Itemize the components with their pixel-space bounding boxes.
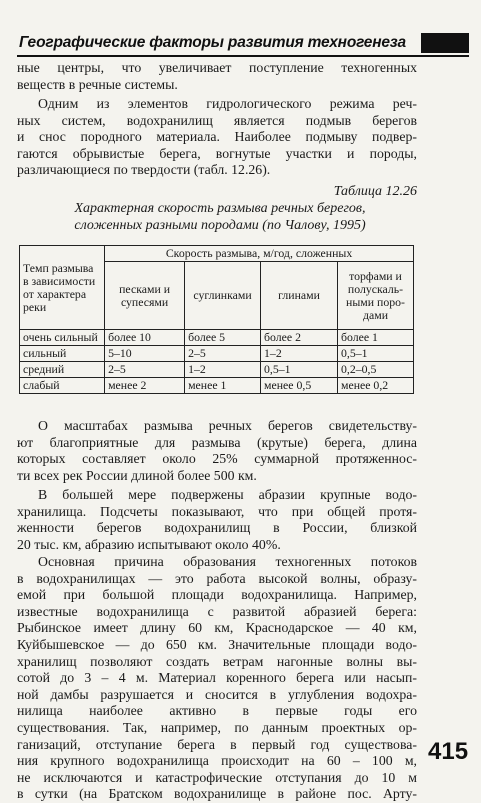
text-line: Одним из элементов гидрологического режима реч-	[38, 96, 417, 111]
paragraph-5	[17, 554, 417, 803]
text-line: Основная причина образования техногенных потоков	[38, 554, 417, 569]
column-header: глинами	[261, 262, 338, 330]
page-number: 415	[428, 738, 469, 765]
table-cell: менее 0,5	[261, 378, 338, 394]
row-label: слабый	[20, 378, 105, 394]
text-line: в сутки (на Братском водохранилище в районе пос. Арту-	[17, 786, 417, 802]
table-cell: более 5	[185, 330, 261, 346]
table-cell: менее 0,2	[338, 378, 414, 394]
text-line: ния крупного водохранилища происходит на 60 – 100 м,	[17, 753, 417, 769]
text-line: ных систем, водохранилищ является подмыв берегов	[17, 112, 417, 128]
text-line: ной дамбы разрушается и сносится в углубления водохра-	[17, 686, 417, 702]
table-row	[20, 362, 414, 378]
table-group-header: Скорость размыва, м/год, сложенных	[105, 246, 414, 262]
text-line: и снос породного материала. Наиболее подмыву подвер-	[17, 129, 417, 145]
table-row	[20, 330, 414, 346]
running-header-title: Географические факторы развития техногенеза	[19, 34, 406, 51]
table-cell: менее 1	[185, 378, 261, 394]
table-cell: 2–5	[185, 346, 261, 362]
paragraph-2	[17, 96, 417, 179]
table-title-line: Характерная скорость размыва речных берегов,	[74, 201, 366, 216]
text-line: ные центры, что увеличивает поступление техногенных	[17, 60, 417, 75]
erosion-rate-table	[19, 245, 414, 394]
text-line: О масштабах размыва речных берегов свидетельству-	[38, 418, 417, 433]
row-label: очень сильный	[20, 330, 105, 346]
table-row	[20, 378, 414, 394]
text-line: в водохранилищах — это работа высокой волны, образу-	[17, 570, 417, 586]
paragraph-4	[17, 487, 417, 553]
table-row	[20, 346, 414, 362]
table-number: Таблица 12.26	[333, 184, 417, 199]
text-line: хранилищ позволяют создать ветрам нагонные волны вы-	[17, 653, 417, 669]
table-cell: более 2	[261, 330, 338, 346]
text-line: сотой до 3 – 4 м. Материал коренного берега или насып-	[17, 670, 417, 686]
text-line: существования. Так, например, по данным проектных ор-	[17, 719, 417, 735]
row-label: средний	[20, 362, 105, 378]
text-line: не исключаются и катастрофические отступания до 10 м	[17, 769, 417, 785]
paragraph-3	[17, 418, 417, 484]
table-cell: 1–2	[185, 362, 261, 378]
text-line: которых составляет около 25% суммарной протяженнос-	[17, 451, 417, 467]
table-title	[40, 201, 400, 234]
text-line: гаются обрывистые берега, вогнутые участки и породы,	[17, 145, 417, 161]
table-cell: менее 2	[105, 378, 185, 394]
text-line: ют благоприятные для размыва (крутые) берега, длина	[17, 434, 417, 450]
text-line: различающиеся по твердости (табл. 12.26).	[17, 162, 271, 178]
text-line: В большей мере подвержены абразии крупные водо-	[38, 487, 417, 502]
text-line: ганизаций, отступание берега в первый год существова-	[17, 736, 417, 752]
text-line: ти всех рек России длиной более 500 км.	[17, 467, 257, 483]
text-line: Куйбышевское — до 650 км. Значительные площади водо-	[17, 636, 417, 652]
text-line: известные водохранилища с развитой абразией берега:	[17, 603, 417, 619]
table-cell: 2–5	[105, 362, 185, 378]
text-line: женности берегов водохранилищ в России, близкой	[17, 520, 417, 536]
text-line: хранилища. Подсчеты показывают, что при общей протя-	[17, 503, 417, 519]
table-cell: 0,5–1	[261, 362, 338, 378]
column-header: суглинками	[185, 262, 261, 330]
table-cell: 5–10	[105, 346, 185, 362]
table-title-line: сложенных разными породами (по Чалову, 1995)	[74, 217, 366, 233]
table-cell: 0,2–0,5	[338, 362, 414, 378]
table-cell: более 10	[105, 330, 185, 346]
header-black-bar	[421, 33, 469, 53]
table-cell: 1–2	[261, 346, 338, 362]
table-cell: более 1	[338, 330, 414, 346]
table-rowhead: Темп размыва в зависимости от характера реки	[20, 246, 105, 330]
text-line: Рыбинское имеет длину 60 км, Краснодарское — 40 км,	[17, 620, 417, 636]
text-line: нилища наиболее активно в первые годы его	[17, 703, 417, 719]
table-cell: 0,5–1	[338, 346, 414, 362]
paragraph-1	[17, 60, 417, 93]
text-line: веществ в речные системы.	[17, 76, 178, 92]
row-label: сильный	[20, 346, 105, 362]
text-line: 20 тыс. км, абразию испытывают около 40%.	[17, 536, 281, 552]
column-header: торфами и полускаль-ными поро-дами	[338, 262, 414, 330]
running-header	[17, 33, 469, 57]
column-header: песками и супесями	[105, 262, 185, 330]
text-line: емой при большой площади водохранилища. Например,	[17, 587, 417, 603]
